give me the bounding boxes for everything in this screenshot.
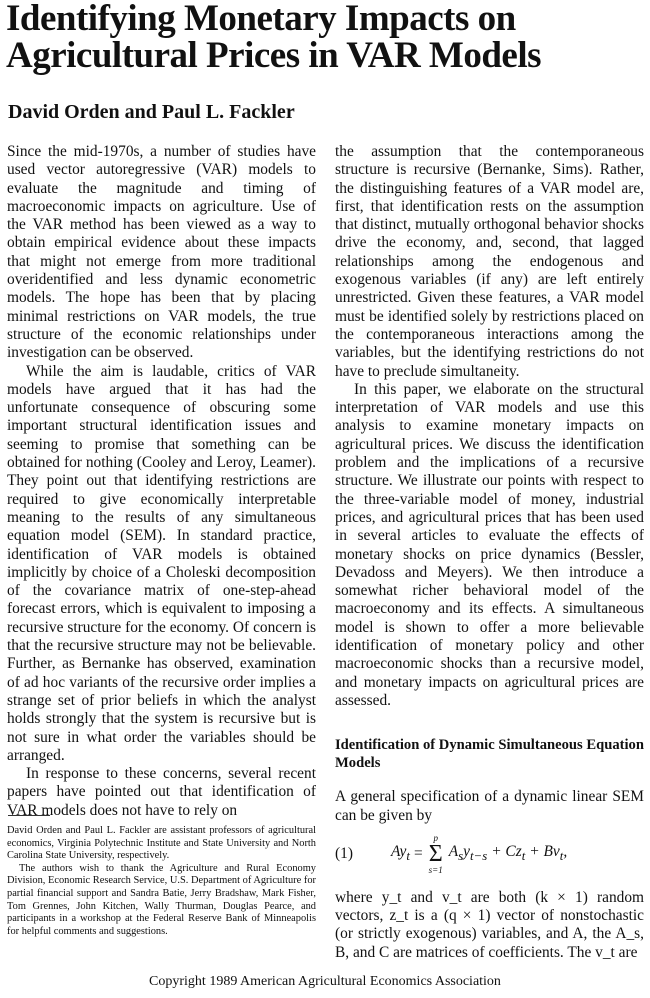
section-heading: Identification of Dynamic Simultaneous Equation Models <box>335 737 644 772</box>
paragraph: In response to these concerns, several recent papers have pointed out that identification of VAR models does not have to rely on <box>7 765 316 819</box>
equation-body: $Ay_t$ = p Σ s=1 $A_sy_{t-s}$ + $Cz_t$ + $Bv_t$, <box>391 832 568 875</box>
paragraph: While the aim is laudable, critics of VAR models have argued that it has had the unfortunate consequence of obscuring some important structural identification issues and seeming to promise that something can be obtained for nothing (Cooley and Leroy, Leamer). They point out that identifying restrictions are required to give economically interpretable meaning to the results of any simultaneous equation model (SEM). In standard practice, identification of VAR models is obtained implicitly by choice of a Choleski decomposition of the covariance matrix of one-step-ahead forecast errors, which is equivalent to imposing a recursive structure for the economy. Of concern is that the recursive structure may not be believable. Further, as Bernanke has observed, examination of ad hoc variants of the recursive order implies a strange set of prior beliefs in which the analyst holds strongly that the system is recursive but is not sure in what order the variables should be arranged. <box>7 362 316 764</box>
footnote <box>7 825 316 938</box>
copyright: Copyright 1989 American Agricultural Economics Association <box>149 974 501 989</box>
paragraph: the assumption that the contemporaneous structure is recursive (Bernanke, Sims). Rather, the distinguishing features of a VAR model are, first, that identification rests on the assumption that distinct, mutually orthogonal behavior shocks drive the economy, and, second, that lagged relationships among the endogenous and exogenous variables (if any) are left entirely unrestricted. Given these features, a VAR model must be identified solely by restrictions placed on the contemporaneous interactions among the variables, but the identifying restrictions do not have to preclude simultaneity. <box>335 143 644 380</box>
left-column <box>7 143 316 820</box>
footnote-acknowledgements: The authors wish to thank the Agriculture and Rural Economy Division, Economic Research Service, U.S. Department of Agriculture for partial financial support and Sandra Batie, Jerry Bradshaw, Mark Fisher, Tom Grennes, John Kitchen, Wally Thurman, Douglas Pearce, and participants in a workshop at the Federal Reserve Bank of Minneapolis for helpful comments and suggestions. <box>7 862 316 937</box>
paper-title: Identifying Monetary Impacts on Agricultural Prices in VAR Models <box>6 0 542 76</box>
paragraph: Since the mid-1970s, a number of studies have used vector autoregressive (VAR) models to evaluate the magnitude and timing of macroeconomic impacts on agriculture. Use of the VAR method has been viewed as a way to obtain empirical evidence about these impacts that might not emerge from more traditional overidentified and less dynamic econometric models. The hope has been that by placing minimal restrictions on VAR models, the true structure of the economic relationships under investigation can be observed. <box>7 143 316 362</box>
footnote-rule <box>8 815 50 816</box>
paragraph: In this paper, we elaborate on the structural interpretation of VAR models and use this analysis to examine monetary impacts on agricultural prices. We discuss the identification problem and the implications of a recursive structure. We illustrate our points with respect to the three-variable model of money, industrial prices, and agricultural prices that has been used in several articles to evaluate the effects of monetary shocks on price dynamics (Bessler, Devadoss and Meyers). We then introduce a somewhat richer behavioral model of the macroeconomy and its effects. A simultaneous model is shown to offer a more believable identification of monetary policy and other macroeconomic shocks than a recursive model, and monetary impacts on agricultural prices are assessed. <box>335 380 644 709</box>
equation-number: (1) <box>335 844 353 862</box>
equation-1 <box>335 833 644 875</box>
summation-symbol: p Σ s=1 <box>428 832 443 875</box>
paragraph: where y_t and v_t are both (k × 1) random vectors, z_t is a (q × 1) vector of nonstochastic (or strictly exogenous) variables, and A, the A_s, B, and C are matrices of coefficients. The v_t are <box>335 888 644 961</box>
footnote-affiliation: David Orden and Paul L. Fackler are assistant professors of agricultural economics, Virginia Polytechnic Institute and State University and North Carolina State University, respectively. <box>7 825 316 862</box>
authors: David Orden and Paul L. Fackler <box>8 101 295 123</box>
right-column <box>335 143 644 962</box>
paragraph: A general specification of a dynamic linear SEM can be given by <box>335 788 644 824</box>
